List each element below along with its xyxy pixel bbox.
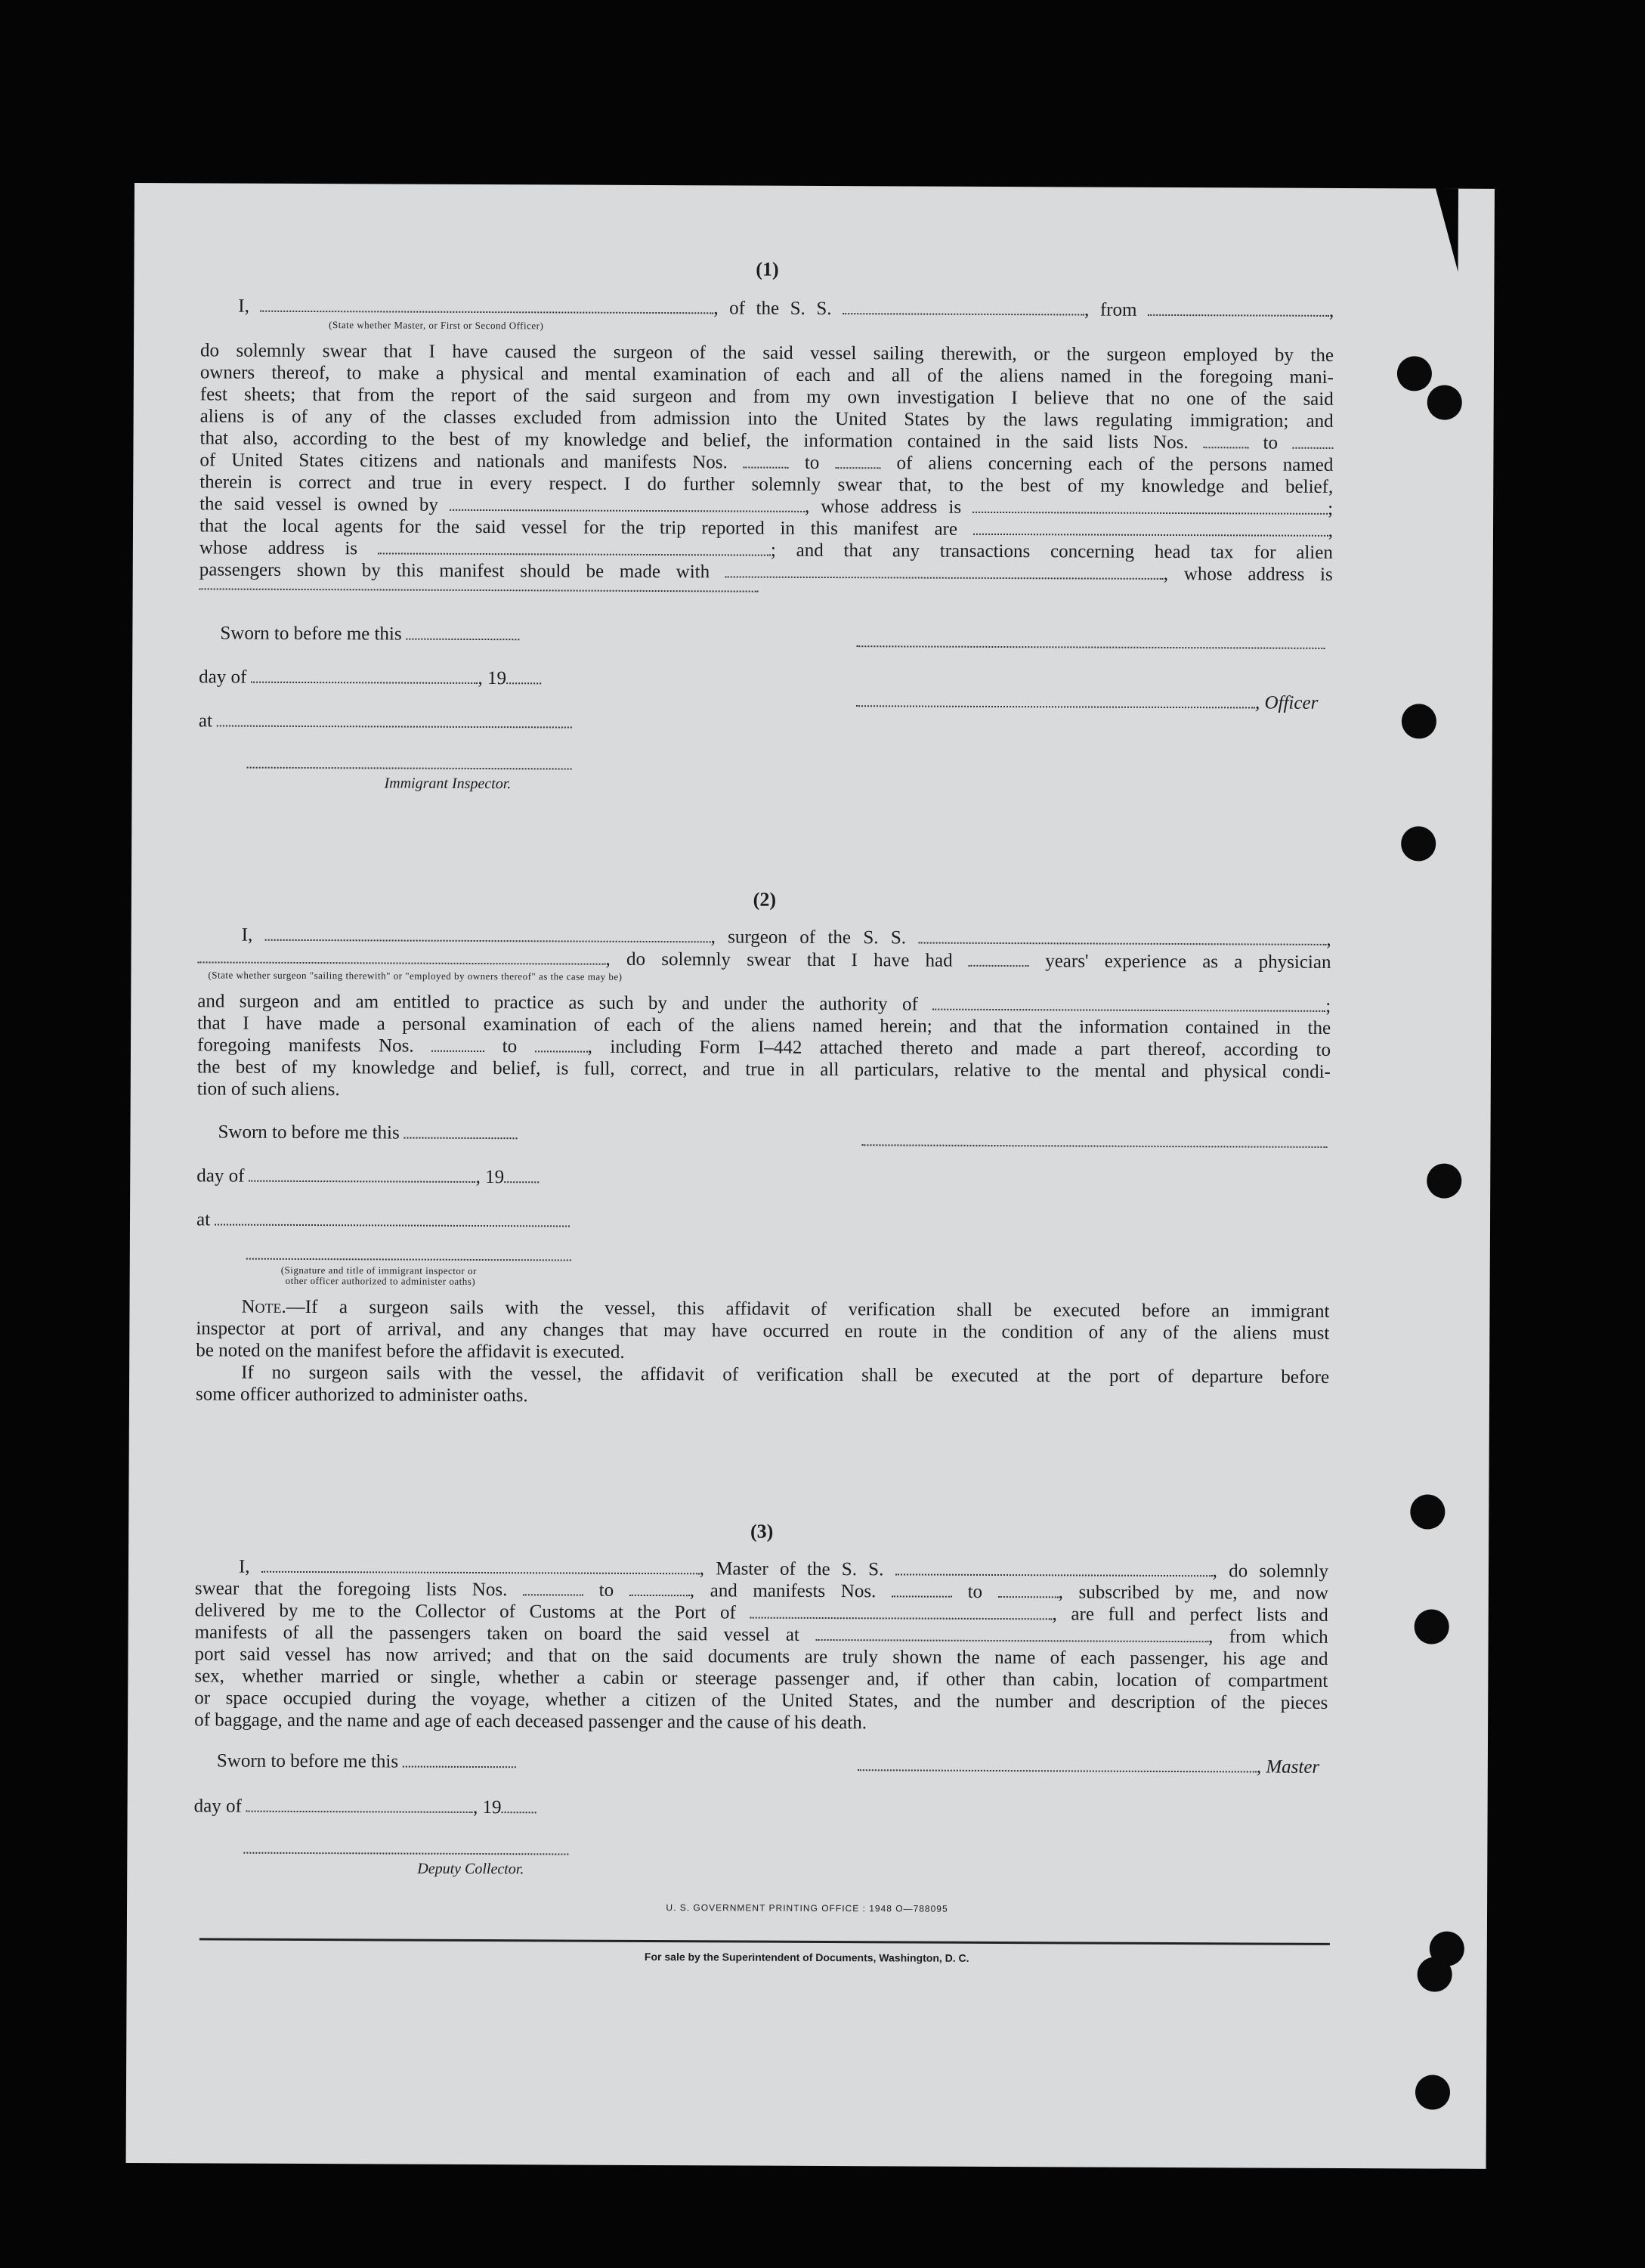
dayof-label: day of , 19: [196, 1165, 539, 1188]
note-line: be noted on the manifest before the affidavit is executed.: [196, 1340, 625, 1363]
section-number: (3): [750, 1520, 774, 1542]
body-line: fest sheets; that from the report of the said surgeon and from my own investigation I believe that no one of the said: [199, 384, 1334, 410]
body-line: swear that the foregoing lists Nos. to , and manifests Nos. to , subscribed by me, and now: [194, 1578, 1329, 1604]
surgeon-status-field[interactable]: [197, 948, 605, 964]
officer-sign: , Officer: [856, 691, 1318, 714]
body-line: the said vessel is owned by , whose address is ;: [199, 494, 1334, 519]
body-line: aliens is of any of the classes excluded from admission into the United States by the laws regulating immigration; and: [199, 406, 1334, 432]
address-continuation-line[interactable]: [199, 586, 759, 592]
sworn-label: Sworn to before me this: [218, 1122, 518, 1144]
body-line: and surgeon and am entitled to practice as such by and under the authority of ;: [197, 991, 1331, 1016]
note-line: Note.—If a surgeon sails with the vessel, this affidavit of verification shall be executed before an immigrant: [241, 1296, 1330, 1322]
agents-field[interactable]: [973, 520, 1328, 537]
oath-line: , do solemnly swear that I have had years' experience as a physician: [197, 946, 1331, 973]
oath-line: I, , Master of the S. S. , do solemnly: [238, 1556, 1329, 1582]
body-line: foregoing manifests Nos. to , including Form I–442 attached thereto and made a part thereof, according to: [196, 1035, 1331, 1060]
list-to-field[interactable]: [1292, 434, 1333, 449]
section-number: (1): [756, 258, 779, 280]
note-line: If no surgeon sails with the vessel, the affidavit of verification shall be executed at the port of departure before: [241, 1362, 1330, 1388]
dayof-label: day of , 19: [194, 1796, 536, 1818]
body-line: of United States citizens and nationals and manifests Nos. to of aliens concerning each of the persons named: [199, 450, 1334, 475]
owner-field[interactable]: [450, 496, 805, 512]
manifest-from-field[interactable]: [892, 1582, 952, 1597]
inspector-signature-line[interactable]: [246, 1257, 571, 1261]
owner-address-field[interactable]: [972, 498, 1328, 515]
at-label: at: [196, 1209, 570, 1232]
officer-name-field[interactable]: [260, 297, 713, 314]
oath-line: I, , surgeon of the S. S. ,: [241, 924, 1331, 950]
body-line: that the local agents for the said vessel for the trip reported in this manifest are ,: [199, 515, 1334, 541]
body-line: whose address is ; and that any transactions concerning head tax for alien: [199, 537, 1333, 563]
note-line: some officer authorized to administer oaths.: [195, 1384, 528, 1406]
body-line: delivered by me to the Collector of Customs at the Port of , are full and perfect lists and: [194, 1600, 1328, 1626]
torn-corner: [1436, 189, 1458, 272]
manifest-to-field[interactable]: [998, 1583, 1059, 1598]
authority-field[interactable]: [932, 995, 1325, 1012]
surgeon-name-field[interactable]: [265, 926, 711, 943]
agents-address-field[interactable]: [378, 539, 771, 555]
section-1-master-affidavit: [197, 255, 1334, 986]
body-line: do solemnly swear that I have caused the surgeon of the said vessel sailing therewith, or the surgeon employed by the: [199, 340, 1334, 366]
head-tax-field[interactable]: [725, 562, 1164, 580]
printer-imprint: U. S. GOVERNMENT PRINTING OFFICE : 1948 O—788095: [666, 1902, 948, 1914]
punch-hole: [1410, 1494, 1445, 1529]
sworn-day-field[interactable]: [404, 1124, 518, 1140]
signature-line[interactable]: [861, 1143, 1327, 1148]
years-field[interactable]: [969, 951, 1029, 967]
manifest-from-field[interactable]: [744, 453, 789, 469]
collector-signature-line[interactable]: [243, 1851, 568, 1855]
punch-hole: [1415, 2075, 1450, 2109]
body-line: owners thereof, to make a physical and mental examination of each and all of the aliens named in the foregoing mani-: [199, 362, 1334, 388]
manifest-to-field[interactable]: [835, 453, 880, 469]
punch-hole: [1427, 385, 1462, 419]
master-sign: , Master: [858, 1755, 1319, 1778]
master-name-field[interactable]: [261, 1558, 700, 1575]
body-line: that I have made a personal examination of each of the aliens named herein; and that the information contained in the: [197, 1013, 1331, 1038]
from-port-field[interactable]: [1148, 301, 1329, 317]
punch-hole: [1401, 826, 1436, 861]
officer-hint: (State whether Master, or First or Second Officer): [329, 319, 544, 332]
year-field[interactable]: [504, 1168, 539, 1183]
body-line: therein is correct and true in every respect. I do further solemnly swear that, to the best of my knowledge and belief,: [199, 472, 1334, 497]
port-field[interactable]: [750, 1604, 1053, 1620]
signature-line[interactable]: [856, 644, 1325, 649]
at-place-field[interactable]: [215, 1210, 570, 1227]
sig-hint: other officer authorized to administer oaths): [285, 1274, 476, 1287]
manifest-from-field[interactable]: [431, 1037, 484, 1052]
section-2-surgeon-affidavit: [195, 886, 1331, 1571]
vessel-name-field[interactable]: [843, 299, 1084, 315]
punch-hole: [1402, 704, 1436, 738]
body-line: sex, whether married or single, whether a cabin or steerage passenger and, if other than cabin, location of compartment: [194, 1666, 1328, 1691]
at-place-field[interactable]: [217, 711, 572, 728]
officer-signature-field[interactable]: [856, 692, 1255, 708]
body-line: or space occupied during the voyage, whether a citizen of the United States, and the number and description of the pieces: [194, 1688, 1328, 1713]
body-line: passengers shown by this manifest should be made with , whose address is: [199, 559, 1333, 585]
body-line: manifests of all the passengers taken on board the said vessel at , from which: [194, 1622, 1328, 1648]
punch-hole: [1415, 1609, 1449, 1644]
body-line: that also, according to the best of my knowledge and belief, the information contained in the said lists Nos. to: [199, 427, 1333, 454]
year-field[interactable]: [502, 1798, 536, 1813]
list-from-field[interactable]: [1203, 433, 1248, 448]
master-signature-field[interactable]: [858, 1756, 1257, 1772]
inspector-signature-line[interactable]: [247, 766, 572, 770]
month-field[interactable]: [249, 1167, 476, 1183]
form-page: [126, 183, 1495, 2169]
note-line: inspector at port of arrival, and any changes that may have occurred en route in the condition of any of the aliens must: [196, 1318, 1330, 1344]
at-label: at: [199, 710, 572, 733]
vessel-name-field[interactable]: [895, 1560, 1213, 1576]
oath-line: I, , of the S. S. , from ,: [238, 295, 1334, 321]
sig-hint: (Signature and title of immigrant inspector or: [280, 1264, 477, 1276]
year-field[interactable]: [506, 669, 541, 684]
list-to-field[interactable]: [629, 1581, 690, 1596]
month-field[interactable]: [252, 668, 478, 684]
surgeon-hint: (State whether surgeon "sailing therewith" or "employed by owners thereof" as the case may be): [208, 969, 623, 982]
punch-hole: [1427, 1163, 1461, 1198]
body-line: tion of such aliens.: [196, 1078, 340, 1100]
body-line: port said vessel has now arrived; and that on the said documents are truly shown the name of each passenger, his age and: [194, 1644, 1328, 1669]
dayof-label: day of , 19: [199, 667, 541, 689]
section-number: (2): [753, 888, 777, 911]
section-3-master-certificate: [193, 1518, 1328, 2097]
sworn-day-field[interactable]: [407, 625, 520, 641]
month-field[interactable]: [246, 1797, 473, 1813]
inspector-caption: Immigrant Inspector.: [384, 775, 512, 793]
vessel-name-field[interactable]: [918, 929, 1326, 945]
list-from-field[interactable]: [523, 1580, 583, 1595]
collector-caption: Deputy Collector.: [417, 1860, 524, 1878]
punch-hole: [1397, 356, 1432, 391]
manifest-to-field[interactable]: [535, 1037, 588, 1052]
sworn-label: Sworn to before me this: [217, 1750, 517, 1773]
sworn-label: Sworn to before me this: [220, 623, 520, 646]
body-line: of baggage, and the name and age of each deceased passenger and the cause of his death.: [194, 1710, 867, 1734]
sale-notice: For sale by the Superintendent of Documents, Washington, D. C.: [644, 1950, 969, 1964]
body-line: the best of my knowledge and belief, is full, correct, and true in all particulars, relative to the mental and physical condi-: [196, 1057, 1331, 1082]
embark-port-field[interactable]: [815, 1626, 1208, 1642]
sworn-day-field[interactable]: [403, 1753, 516, 1768]
